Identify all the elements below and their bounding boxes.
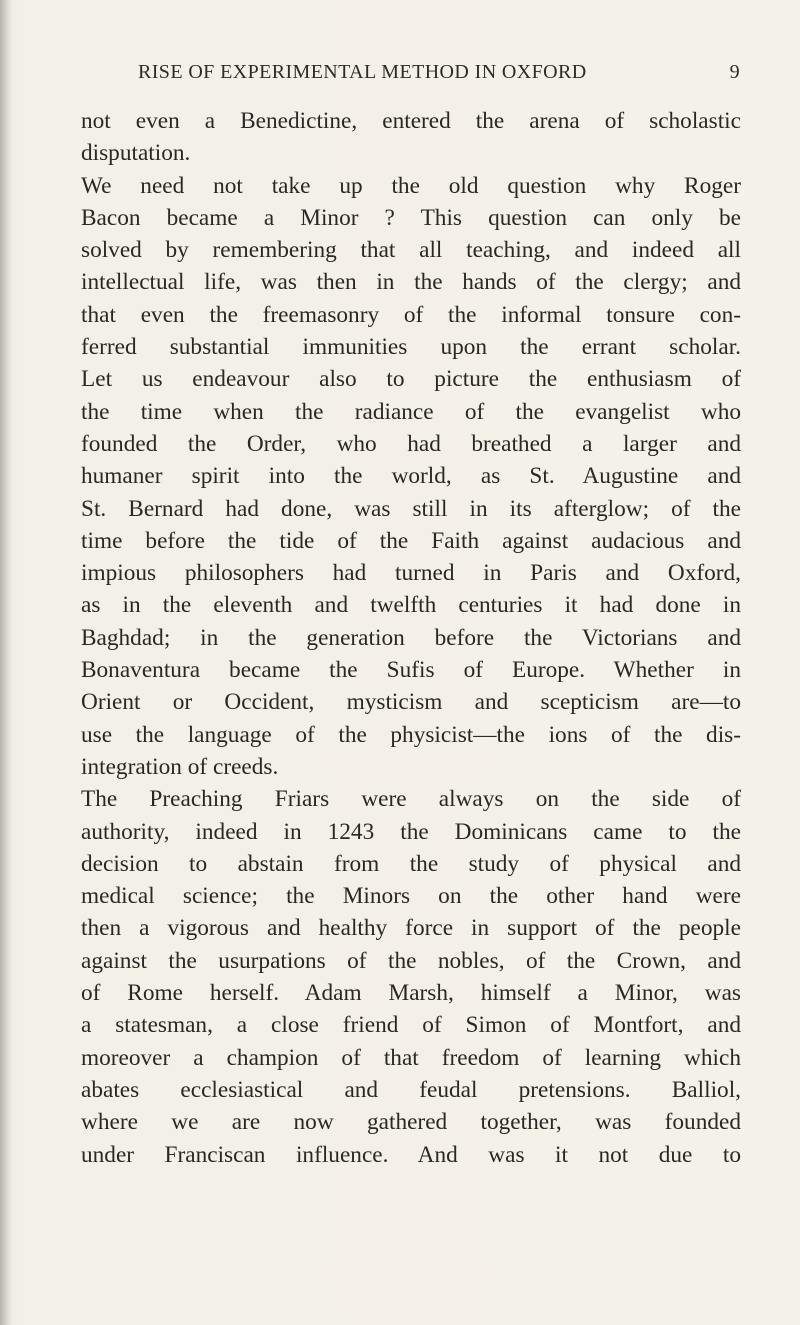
text-line: a statesman, a close friend of Simon of Montfort, and — [81, 1012, 741, 1039]
text-line: of Rome herself. Adam Marsh, himself a Minor, was — [81, 980, 741, 1007]
paragraph — [81, 105, 741, 170]
paragraph — [81, 783, 741, 1171]
text-line: Orient or Occident, mysticism and scepticism are—to — [81, 689, 741, 716]
text-line: solved by remembering that all teaching, and indeed all — [81, 237, 741, 264]
text-line: against the usurpations of the nobles, of the Crown, and — [81, 947, 741, 974]
text-line: authority, indeed in 1243 the Dominicans came to the — [81, 818, 741, 845]
text-line: Baghdad; in the generation before the Victorians and — [81, 624, 741, 651]
text-line: then a vigorous and healthy force in support of the people — [81, 915, 741, 942]
text-line: ferred substantial immunities upon the errant scholar. — [81, 334, 741, 361]
text-line: Bacon became a Minor ? This question can only be — [81, 204, 741, 231]
text-line: Bonaventura became the Sufis of Europe. Whether in — [81, 657, 741, 684]
text-line: decision to abstain from the study of physical and — [81, 850, 741, 877]
text-line: not even a Benedictine, entered the arena of scholastic — [81, 108, 741, 134]
text-line: founded the Order, who had breathed a larger and — [81, 430, 741, 457]
running-header — [138, 61, 740, 87]
text-line: moreover a champion of that freedom of learning which — [81, 1044, 741, 1071]
text-line: time before the tide of the Faith against audacious and — [81, 527, 741, 554]
text-line: that even the freemasonry of the informal tonsure con- — [81, 301, 741, 328]
text-line: use the language of the physicist—the ions of the dis- — [81, 721, 741, 748]
text-line: humaner spirit into the world, as St. Augustine and — [81, 463, 741, 490]
text-line: where we are now gathered together, was founded — [81, 1109, 741, 1136]
text-line: impious philosophers had turned in Paris and Oxford, — [81, 560, 741, 587]
page-number: 9 — [729, 61, 740, 83]
gutter-shadow — [0, 0, 12, 1325]
running-title: RISE OF EXPERIMENTAL METHOD IN OXFORD — [138, 61, 587, 83]
text-line: the time when the radiance of the evangelist who — [81, 398, 741, 425]
text-line: The Preaching Friars were always on the side of — [81, 786, 741, 813]
text-line: St. Bernard had done, was still in its afterglow; of the — [81, 495, 741, 522]
text-line: Let us endeavour also to picture the enthusiasm of — [81, 366, 741, 393]
paragraph — [81, 170, 741, 784]
text-line: abates ecclesiastical and feudal pretensions. Balliol, — [81, 1076, 741, 1103]
text-line: as in the eleventh and twelfth centuries it had done in — [81, 592, 741, 619]
text-line: intellectual life, was then in the hands of the clergy; and — [81, 269, 741, 296]
text-line: integration of creeds. — [81, 753, 279, 780]
text-line: We need not take up the old question why Roger — [81, 172, 741, 199]
body-text — [81, 105, 741, 1171]
text-line: medical science; the Minors on the other hand were — [81, 883, 741, 910]
text-line: disputation. — [81, 140, 191, 167]
text-line: under Franciscan influence. And was it not due to — [81, 1141, 741, 1168]
